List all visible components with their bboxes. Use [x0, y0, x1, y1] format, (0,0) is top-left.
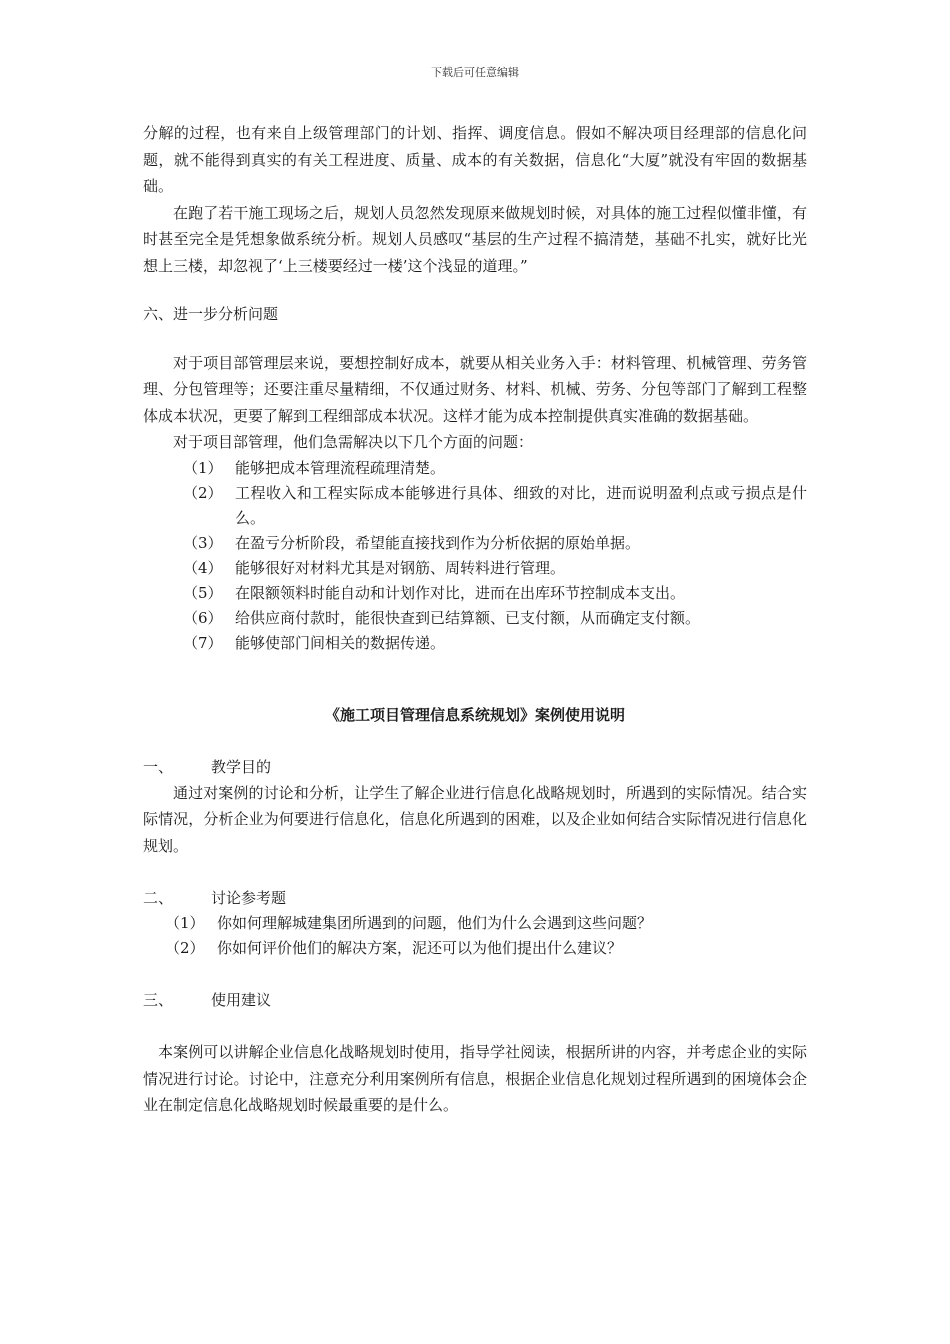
- list-item: [143, 606, 807, 631]
- list-item-text: 能够把成本管理流程疏理清楚。: [235, 458, 446, 477]
- question-list: [143, 911, 807, 961]
- list-item: [143, 481, 807, 531]
- list-item-text: 能够很好对材料尤其是对钢筋、周转料进行管理。: [235, 558, 566, 577]
- document-body: [143, 120, 807, 1119]
- list-item-number: （1）: [183, 458, 223, 477]
- section-number: 三、: [143, 991, 174, 1009]
- section-3-heading: [143, 987, 807, 1013]
- guide-title: 《施工项目管理信息系统规划》案例使用说明: [324, 705, 625, 724]
- list-item-number: （7）: [183, 633, 223, 652]
- list-item-number: （2）: [183, 483, 223, 502]
- list-item-text: 工程收入和工程实际成本能够进行具体、细致的对比，进而说明盈利点或亏损点是什么。: [235, 483, 807, 527]
- list-item-text: 能够使部门间相关的数据传递。: [235, 633, 446, 652]
- section-number: 二、: [143, 889, 174, 907]
- page-header: 下载后可任意编辑: [431, 66, 519, 79]
- section-1-heading: [143, 754, 807, 780]
- list-item: [143, 631, 807, 656]
- list-item: [143, 531, 807, 556]
- list-item-text: 给供应商付款时，能很快查到已结算额、已支付额，从而确定支付额。: [235, 608, 701, 627]
- paragraph-4: 对于项目部管理，他们急需解决以下几个方面的问题：: [173, 433, 534, 451]
- section-2-heading: [143, 885, 807, 911]
- list-item-number: （1）: [165, 914, 205, 932]
- list-item: [143, 456, 807, 481]
- problem-list: [143, 456, 807, 656]
- list-item: [143, 556, 807, 581]
- list-item: [143, 581, 807, 606]
- list-item-number: （6）: [183, 608, 223, 627]
- list-item-text: 你如何理解城建集团所遇到的问题，他们为什么会遇到这些问题？: [217, 914, 653, 932]
- section-1-text: 通过对案例的讨论和分析，让学生了解企业进行信息化战略规划时，所遇到的实际情况。结合实际情况，分析企业为何要进行信息化，信息化所遇到的困难，以及企业如何结合实际情况进行信息化规划。: [143, 783, 807, 855]
- list-item-number: （5）: [183, 583, 223, 602]
- paragraph-2: 在跑了若干施工现场之后，规划人员忽然发现原来做规划时候，对具体的施工过程似懂非懂，有时甚至完全是凭想象做系统分析。规划人员感叹“基层的生产过程不搞清楚，基础不扎实，就好比光想上三楼，却忽视了‘上三楼要经过一楼’这个浅显的道理。”: [143, 203, 807, 275]
- paragraph-3: 对于项目部管理层来说，要想控制好成本，就要从相关业务入手：材料管理、机械管理、劳务管理、分包管理等；还要注重尽量精细，不仅通过财务、材料、机械、劳务、分包等部门了解到工程整体成本状况，更要了解到工程细部成本状况。这样才能为成本控制提供真实准确的数据基础。: [143, 353, 807, 425]
- list-item: [143, 911, 807, 936]
- section-label: 使用建议: [211, 991, 272, 1009]
- paragraph-1: 分解的过程，也有来自上级管理部门的计划、指挥、调度信息。假如不解决项目经理部的信息化问题，就不能得到真实的有关工程进度、质量、成本的有关数据，信息化“大厦”就没有牢固的数据基础。: [143, 124, 807, 195]
- list-item-number: （2）: [165, 939, 205, 957]
- list-item-number: （4）: [183, 558, 223, 577]
- list-item-text: 在限额领料时能自动和计划作对比，进而在出库环节控制成本支出。: [235, 583, 686, 602]
- section-6-heading: 六、进一步分析问题: [143, 305, 279, 323]
- list-item-text: 你如何评价他们的解决方案，泥还可以为他们提出什么建议？: [217, 939, 623, 957]
- section-3-text: 本案例可以讲解企业信息化战略规划时使用，指导学社阅读，根据所讲的内容，并考虑企业的实际情况进行讨论。讨论中，注意充分利用案例所有信息，根据企业信息化规划过程所遇到的困境体会企业在制定信息化战略规划时候最重要的是什么。: [143, 1043, 807, 1114]
- section-label: 教学目的: [211, 757, 272, 776]
- list-item-number: （3）: [183, 533, 223, 552]
- section-label: 讨论参考题: [211, 889, 287, 907]
- list-item-text: 在盈亏分析阶段，希望能直接找到作为分析依据的原始单据。: [235, 533, 641, 552]
- list-item: [143, 936, 807, 961]
- section-number: 一、: [143, 757, 174, 776]
